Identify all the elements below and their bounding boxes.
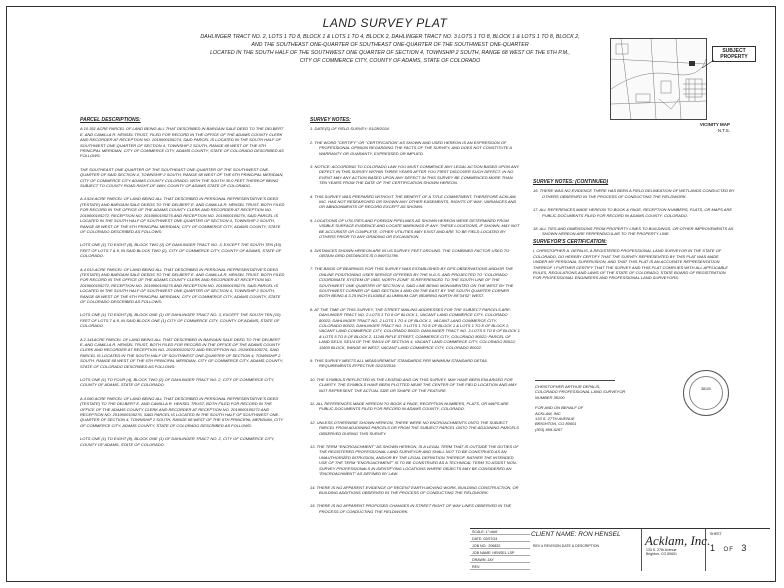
subtitle-line: CITY OF COMMERCE CITY, COUNTY OF ADAMS, STATE OF COLORADO [299, 58, 481, 64]
tb-row: JOB NAME: HENSEL LSP [470, 550, 530, 556]
company-logo: Acklam, Inc. [645, 533, 711, 548]
plat-subtitle [170, 33, 610, 65]
notes-heading: SURVEY NOTES: [310, 117, 351, 123]
company-line: (303) 659-6267 [535, 426, 563, 432]
tb-row: JOB NO.: 206832 [470, 543, 530, 549]
subject-property-label: SUBJECT PROPERTY [712, 46, 756, 62]
sheet-total: 3 [741, 543, 748, 553]
surveyor-seal-icon [683, 370, 729, 416]
survey-note: 12. UNLESS OTHERWISE SHOWN HEREON, THERE WERE NO ENCROACHMENTS ONTO THE SUBJECT PARCEL FROM ADJOINING PARCELS OR FROM THE SUBJECT PARCEL ONTO THE ADJOINING PARCELS OBSERVED DURING THIS SURVEY. [310, 419, 519, 436]
parcel-paragraph: LOTS ONE (1) TO EIGHT (8), BLOCK TWO (2) OF DAHLINGER TRACT NO. 3, EXCEPT THE SOUTH TEN (10) FEET OF LOTS 7 & 8, IN SAID BLOCK TWO (2), CITY OF COMMERCE CITY, COUNTY OF ADAMS, STATE OF COLORADO. [80, 242, 282, 259]
notes-cont-heading: SURVEY NOTES: (CONTINUED) [533, 179, 609, 185]
survey-notes-continued [533, 180, 738, 245]
surveyor-line: CHRISTOPHER ARTHUR DEPALIS, [535, 384, 601, 389]
parcel-paragraph: A 4.524 ACRE PARCEL OF LAND BEING ALL THAT DESCRIBED IN PERSONAL REPRESENTATIVE'S DEED (TESTATE) AND BARGAIN SALE DEEDS TO THE DELBERT E. AND CAMILLA R. HENSEL TRUST, BOTH FILED FOR RECORD IN THE OFFICE OF THE ADAMS COUNTY CLERK AND RECORDER AT RECEPTION NO. 2019000105272, RECEPTION NO. 2019000105275 AND RECEPTION NO. 2019000105276, SAID PARCEL IS LOCATED IN THE SOUTH HALF OF SOUTHWEST ONE-QUARTER OF SECTION 4, TOWNSHIP 2 SOUTH, RANGE 68 WEST OF THE 6TH PRINCIPAL MERIDIAN, CITY OF COMMERCE CITY, ADAMS COUNTY, STATE OF COLORADO DESCRIBED AS FOLLOWS: [80, 196, 285, 234]
sheet-of: OF [723, 547, 734, 553]
parcel-paragraph: A 4.013 ACRE PARCEL OF LAND BEING ALL THAT DESCRIBED IN PERSONAL REPRESENTATIVE'S DEED (TESTATE) AND BARGAIN SALE DEEDS TO THE DELBERT E. AND CAMILLA R. HENSEL TRUST, BOTH FILED FOR RECORD IN THE OFFICE OF THE ADAMS COUNTY CLERK AND RECORDER AT RECEPTION NO. 2019000105272, RECEPTION NO. 2019000105275 AND RECEPTION NO. 2019000105276, SAID PARCEL IS LOCATED IN THE SOUTH HALF OF SOUTHWEST ONE-QUARTER OF SECTION 4, TOWNSHIP 2 SOUTH, RANGE 68 WEST OF THE 6TH PRINCIPAL MERIDIAN, CITY OF COMMERCE CITY, ADAMS COUNTY, STATE OF COLORADO DESCRIBED AS FOLLOWS: [80, 266, 285, 304]
tb-row: REV: [470, 564, 530, 570]
surveyor-info [535, 384, 655, 432]
parcel-paragraph: LOTS ONE (1) TO EIGHT (8), BLOCK ONE (1) OF DAHLINGER TRACT NO. 2, CITY OF COMMERCE CITY, COUNTY OF ADAMS, STATE OF COLORADO. [80, 436, 275, 447]
survey-note: 14. THERE IS NO APPARENT EVIDENCE OF RECENT EARTH-MOVING WORK, BUILDING CONSTRUCTION, OR BUILDING ADDITIONS OBSERVED IN THE PROCESS OF CONDUCTING THE FIELDWORK. [310, 484, 519, 495]
surveyor-signature [535, 370, 615, 381]
survey-note: 16. THERE WAS NO EVIDENCE THERE HAS BEEN A FIELD DELINEATION OF WETLANDS CONDUCTED BY OTHERS OBSERVED IN THE PROCESS OF CONDUCTING THE FIELDWORK. [533, 188, 735, 199]
seal-number: 38100 [701, 387, 711, 391]
address-line: Brighton, CO 80601 [646, 552, 677, 557]
tb-row: DRAWN: JAY [470, 557, 530, 563]
company-line: FOR AND ON BEHALF OF [535, 405, 584, 411]
subtitle-line: LOCATED IN THE SOUTH HALF OF THE SOUTHWEST ONE QUARTER OF SECTION 4, TOWNSHIP 2 SOUTH, RANGE 68 WEST OF THE 6TH P.M., [210, 50, 570, 56]
survey-note: 2. THE WORD "CERTIFY" OR "CERTIFICATION" AS SHOWN AND USED HEREON IS AN EXPRESSION OF PROFESSIONAL OPINION REGARDING THE FACTS OF THE SURVEY, AND DOES NOT CONSTITUTE A WARRANTY OR GUARANTY, EXPRESSED OR IMPLIED. [310, 139, 512, 156]
parcel-paragraph: A 10.351 ACRE PARCEL OF LAND BEING ALL THAT DESCRIBED IN BARGAIN SALE DEED TO THE DELBERT E. AND CAMILLA R. HENSEL TRUST, FILED FOR RECORD IN THE OFFICE OF THE ADAMS COUNTY CLERK AND RECORDER AT RECEPTION NO. 2019000105274, SAID PARCEL IS LOCATED IN THE SOUTH HALF OF SOUTHWEST ONE-QUARTER OF SECTION 4, TOWNSHIP 2 SOUTH, RANGE 68 WEST OF THE 6TH PRINCIPAL MERIDIAN, CITY OF COMMERCE CITY, ADAMS COUNTY, STATE OF COLORADO DESCRIBED AS FOLLOWS: [80, 126, 284, 159]
vicinity-map [610, 38, 707, 120]
parcel-paragraph: LOTS ONE (1) TO FOUR (4), BLOCK TWO (2) OF DAHLINGER TRACT NO. 2, CITY OF COMMERCE CITY, COUNTY OF ADAMS, STATE OF COLORADO. [80, 377, 275, 388]
survey-notes [310, 118, 520, 522]
survey-note: 4. THIS SURVEY WAS PREPARED WITHOUT THE BENEFIT OF A TITLE COMMITMENT, THEREFORE ACKLAM, INC. HAS NOT RESEARCHED OR SHOWN ANY OTHER EASEMENTS, RIGHTS OF WAY, VARIANCES AND OR ABNDONMENTS OF RECORD EXCEPT AS SHOWN. [310, 193, 517, 210]
survey-note: 8. AT THE TIME OF THIS SURVEY, THE STREET MAILING ADDRESSES FOR THE SUBJECT PARCELS ARE: DAHLINGER TRACT NO. 2 LOTS 1 TO 8 OF BLOCK 1, VACANT LAND COMMERCE CITY, COLORADO 80022; DAHLINGER TRACT NO. 2 LOTS 1 TO 4 OF BLOCK 2, VACANT LAND COMMERCE CITY, COLORADO 80022; DAHLINGER TRACT NO. 3 LOTS 1 TO 8 OF BLOCK 1 & LOTS 1 TO 8 OF BLOCK 2, VACANT LAND COMMERCE CITY, COLORADO 80022; DAHLINGER TRACT NO. 3 LOTS 5 TO 8 OF BLOCK 1 & LOTS 5 TO 8 OF BLOCK 2, 11245 RIFLE STREET, COMMERCE CITY, COLORADO 80022; PARCEL OF LAND SE1/4, SE1/4 OF THE SW1/4 OF SECTION 4, VACANT LAND COMMERCE CITY, COLORADO 80022; 11600 BLOCK, RANGE 68 WEST, VACANT LAND COMMERCE CITY, COLORADO 80022. [310, 306, 520, 350]
survey-note: 9. THIS SURVEY MEETS ALL MEASUREMENT STANDARDS PER MINIMUM STANDARD DETAIL REQUIREMENTS EFFECTIVE 02/23/2016. [310, 358, 488, 369]
vicinity-caption [610, 122, 730, 133]
sheet-label: SHEET [710, 532, 722, 536]
parcel-paragraph: A 2.141ACRE PARCEL OF LAND BEING ALL THAT DESCRIBED IN BARGAIN SALE DEED TO THE DELBERT E. AND CAMILLA R. HENSEL TRUST, BOTH FILED FOR RECORD IN THE OFFICE OF THE ADAMS COUNTY CLERK AND RECORDER AT RECEPTION NO. 2019000105272 AND RECEPTION NO. 2019000105276, SAID PARCEL IS LOCATED IN THE SOUTH HALF OF SOUTHWEST ONE-QUARTER OF SECTION 4, TOWNSHIP 2 SOUTH, RANGE 68 WEST OF THE 6TH PRINCIPAL MERIDIAN, CITY OF COMMERCE CITY, ADAMS COUNTY, STATE OF COLORADO DESCRIBED AS FOLLOWS: [80, 336, 284, 369]
parcel-descriptions [80, 118, 285, 455]
sheet-current: 1 [710, 543, 717, 553]
surveyor-certification [533, 240, 733, 289]
vicinity-title: VICINITY MAP [699, 122, 730, 127]
plat-title: LAND SURVEY PLAT [322, 16, 448, 30]
certification-heading: SURVEYOR'S CERTIFICATION: [533, 239, 607, 245]
map-drawing [611, 39, 706, 119]
survey-note: 13. THE TERM "ENCROACHMENT" AS SHOWN HEREON, IS A LEGAL TERM THAT IS OUTSIDE THE DUTIES OF THE REGISTERED PROFESSIONAL LAND SURVEYOR AND SHALL NOT TO BE CONSTRUED AS AN UNAUTHORIZED INTRUSION, AND/OR BY THE LEGAL DEFINITION THEREOF. RATHER THE INTENDED USE OF THE TERM "ENCROACHMENT" IS TO BE CONSTRUED AS A TECHNICAL TERM TO ASSIST NON-SURVEY PROFESSIONALS IN IDENTIFYING LOCATIONS WHERE OBJECTS MAY BE CONSIDERED AN "ENCROACHMENT" AS DEFINED BY LAW. [310, 444, 519, 477]
company-line: 133 S. 27TH AVENUE [535, 416, 575, 422]
parcel-paragraph: LOTS ONE (1) TO EIGHT (8), BLOCK ONE (1) OF DAHLINGER TRACT NO. 3, EXCEPT THE SOUTH TEN (10) FEET OF LOTS 7 & 8, IN SAID BLOCK ONE (1) CITY OF COMMERCE CITY, COUNTY OF ADAMS, STATE OF COLORADO. [80, 312, 281, 329]
survey-note: 5. LOCATIONS OF UTILITIES AND FOREIGN PIPELINES AS SHOWN HEREON WERE DETERMINED FROM VISIBLE SURFACE EVIDENCE AND LOCATE MARKINGS IF ANY. THESE LOCATIONS, IF SHOWN, MAY NOT BE ACCURATE OR COMPLETE. OTHER UTILITIES MAY EXIST AND ARE TO BE FIELD LOCATED BY OTHERS PRIOR TO ANY GRADING OR EXCAVATION. [310, 217, 520, 240]
parcel-heading: PARCEL DESCRIPTIONS: [80, 117, 141, 123]
company-line: ACKLAM, INC. [535, 410, 562, 416]
surveyor-line: NUMBER 38100 [535, 394, 565, 400]
title-block [470, 528, 770, 571]
survey-note: 10. THE SYMBOLS REFLECTED IN THE LEGEND AND ON THIS SURVEY, MAY HAVE BEEN ENLARGED FOR CLARITY. THE SYMBOLS HAVE BEEN PLOTTED NEAR THE CENTER OF THE FIELD LOCATION AND MAY NOT REPRESENT THE ACTUAL SIZE OR SHAPE OF THE FEATURE. [310, 376, 517, 393]
subtitle-line: AND THE SOUTHEAST ONE-QUARTER OF SOUTHEAST ONE-QUARTER OF THE SOUTHWEST ONE-QUARTER [251, 42, 529, 48]
survey-note: 6. DISTANCES SHOWN HEREON ARE IN US SURVEY FEET GROUND. THE COMBINED FACTOR USED TO OBTAIN GRID DISTANCES IS 0.999731786. [310, 247, 510, 258]
client-name: CLIENT NAME: RON HENSEL [531, 531, 621, 538]
tb-row: SCALE: 1"=###' [470, 529, 530, 535]
survey-note: 11. ALL REFERENCES MADE HEREON TO BOOK & PAGE, RECEPTION NUMBERS, PLATS, OR MAPS ARE PUBLIC DOCUMENTS FILED FOR RECORD IN ADAMS COUNTY, COLORADO. [310, 401, 509, 412]
vicinity-scale: N.T.S. [717, 127, 730, 133]
sheet-number [710, 543, 747, 553]
survey-note: 1. DATE(S) OF FIELD SURVEY: 01/28/2024 [310, 126, 389, 132]
revision-header: REV # REVISION DATE & DESCRIPTION [533, 544, 600, 548]
survey-note: 15. THERE IS NO APPARENT PROPOSED CHANGES IN STREET RIGHT OF WAY LINES OBSERVED IN THE PROCESS OF CONDUCTING THE FIELDWORK. [310, 503, 512, 514]
company-address [646, 548, 677, 556]
parcel-paragraph: THE SOUTHEAST ONE-QUARTER OF THE SOUTHEAST ONE-QUARTER OF THE SOUTHWEST ONE-QUARTER OF SAID SECTION 4, TOWNSHIP 2 SOUTH, RANGE 68 WEST OF THE 6TH PRINCIPAL MERIDIAN, CITY OF COMMERCE CITY ADAMS COUNTY COLORADO; WITH THE SOUTH 30.0 FEET THEREOF BEING SUBJECT TO COUNTY ROAD RIGHT-OF-WAY, COUNTY OF ADAMS STATE OF COLORADO. [80, 166, 284, 189]
survey-note: 7. THE BASIS OF BEARINGS FOR THIS SURVEY WAS ESTABLISHED BY GPS OBSERVATIONS AND/OR THE ONLINE POSITIONING USER SERVICE OFFERED BY THE N.G.S. AND PROJECTED TO "COLORADO COORDINATE SYSTEM OF 1983, NORTH ZONE" IS REFERENCED TO THE SOUTH LINE OF THE SOUTHWEST ONE QUARTER OF SECTION 4, SAID LINE BEING MONUMENTED ON THE WEST BY THE SOUTHWEST CORNER OF SAID SECTION 4 AND ON THE EAST BY THE SOUTH QUARTER CORNER BOTH BEING A 3.25 INCH ELIGIBLE ALUMINUM CAP, BEARING NORTH 89°34'02" WEST. [310, 266, 514, 299]
survey-note: 3. NOTICE: ACCORDING TO COLORADO LAW YOU MUST COMMENCE ANY LEGAL ACTION BASED UPON ANY DEFECT IN THIS SURVEY WITHIN THREE YEARS AFTER YOU FIRST DISCOVER SUCH DEFECT. IN NO EVENT MAY ANY ACTION BASED UPON ANY DEFECT IN THIS SURVEY BE COMMENCED MORE THAN TEN YEARS FROM THE DATE OF THE CERTIFICATION SHOWN HEREON. [310, 164, 520, 186]
surveyor-line: COLORADO PROFESSIONAL LAND SURVEYOR [535, 389, 626, 395]
tb-row: DATE: 02/07/24 [470, 536, 530, 542]
certification-text: I, CHRISTOPHER A. DEPALIS, A REGISTERED PROFESSIONAL LAND SURVEYOR IN THE STATE OF COLORADO, DO HEREBY CERTIFY THAT THE SURVEY REPRESENTED BY THIS PLAT WAS MADE UNDER MY PERSONAL SUPERVISION, AND THAT THIS PLAT IS AN ACCURATE REPRESENTATION THEREOF. I FURTHER CERTIFY THAT THE SURVEY AND THIS PLAT COMPLIES WITH ALL APPLICABLE RULES, REGULATIONS AND LAWS OF THE STATE OF COLORADO, STATE BOARD OF REGISTRATION FOR PROFESSIONAL ENGINEERS AND PROFESSIONAL LAND SURVEYORS. [533, 248, 728, 281]
subject-marker [689, 61, 695, 66]
address-line: 133 S. 27th Avenue [646, 548, 677, 552]
company-line: BRIGHTON, CO 80601 [535, 421, 577, 427]
survey-note: 18. ALL TIES AND DIMENSIONS FROM PROPERTY LINES TO BUILDINGS, OR OTHER IMPROVEMENTS AS SHOWN HEREON ARE PERPENDICULAR TO THE PROPERTY LINE. [533, 226, 734, 237]
subtitle-line: DAHLINGER TRACT NO. 2, LOTS 1 TO 8, BLOCK 1 & LOTS 1 TO 4, BLOCK 2, DAHLINGER TRACT NO. 3 LOTS 1 TO 8, BLOCK 1 & LOTS 1 TO 8, BLOCK 2, [200, 34, 580, 40]
arrow-icon [700, 58, 716, 70]
survey-note: 17. ALL REFERENCES MADE HEREON TO BOOK & PAGE, RECEPTION NUMBERS, PLATS, OR MAPS ARE PUBLIC DOCUMENTS FILED FOR RECORD IN ADAMS COUNTY, COLORADO. [533, 207, 733, 218]
parcel-paragraph: A 4.060 ACRE PARCEL OF LAND BEING ALL THAT DESCRIBED IN PERSONAL REPRESENTATIVE'S DEED (TESTATE) TO THE DELBERT E. AND CAMILLA R. HENSEL TRUST, BOTH FILED FOR RECORD IN THE OFFICE OF THE ADAMS COUNTY CLERK AND RECORDER AT RECEPTION NO. 2019000105272 AND RECEPTION NO. 2019000105276, SAID PARCEL IS LOCATED IN THE SOUTH HALF OF SOUTHWEST ONE-QUARTER OF SECTION 4, TOWNSHIP 2 SOUTH, RANGE 68 WEST OF THE 6TH PRINCIPAL MERIDIAN, CITY OF COMMERCE CITY, ADAMS COUNTY, STATE OF COLORADO DESCRIBED AS FOLLOWS: [80, 395, 284, 428]
